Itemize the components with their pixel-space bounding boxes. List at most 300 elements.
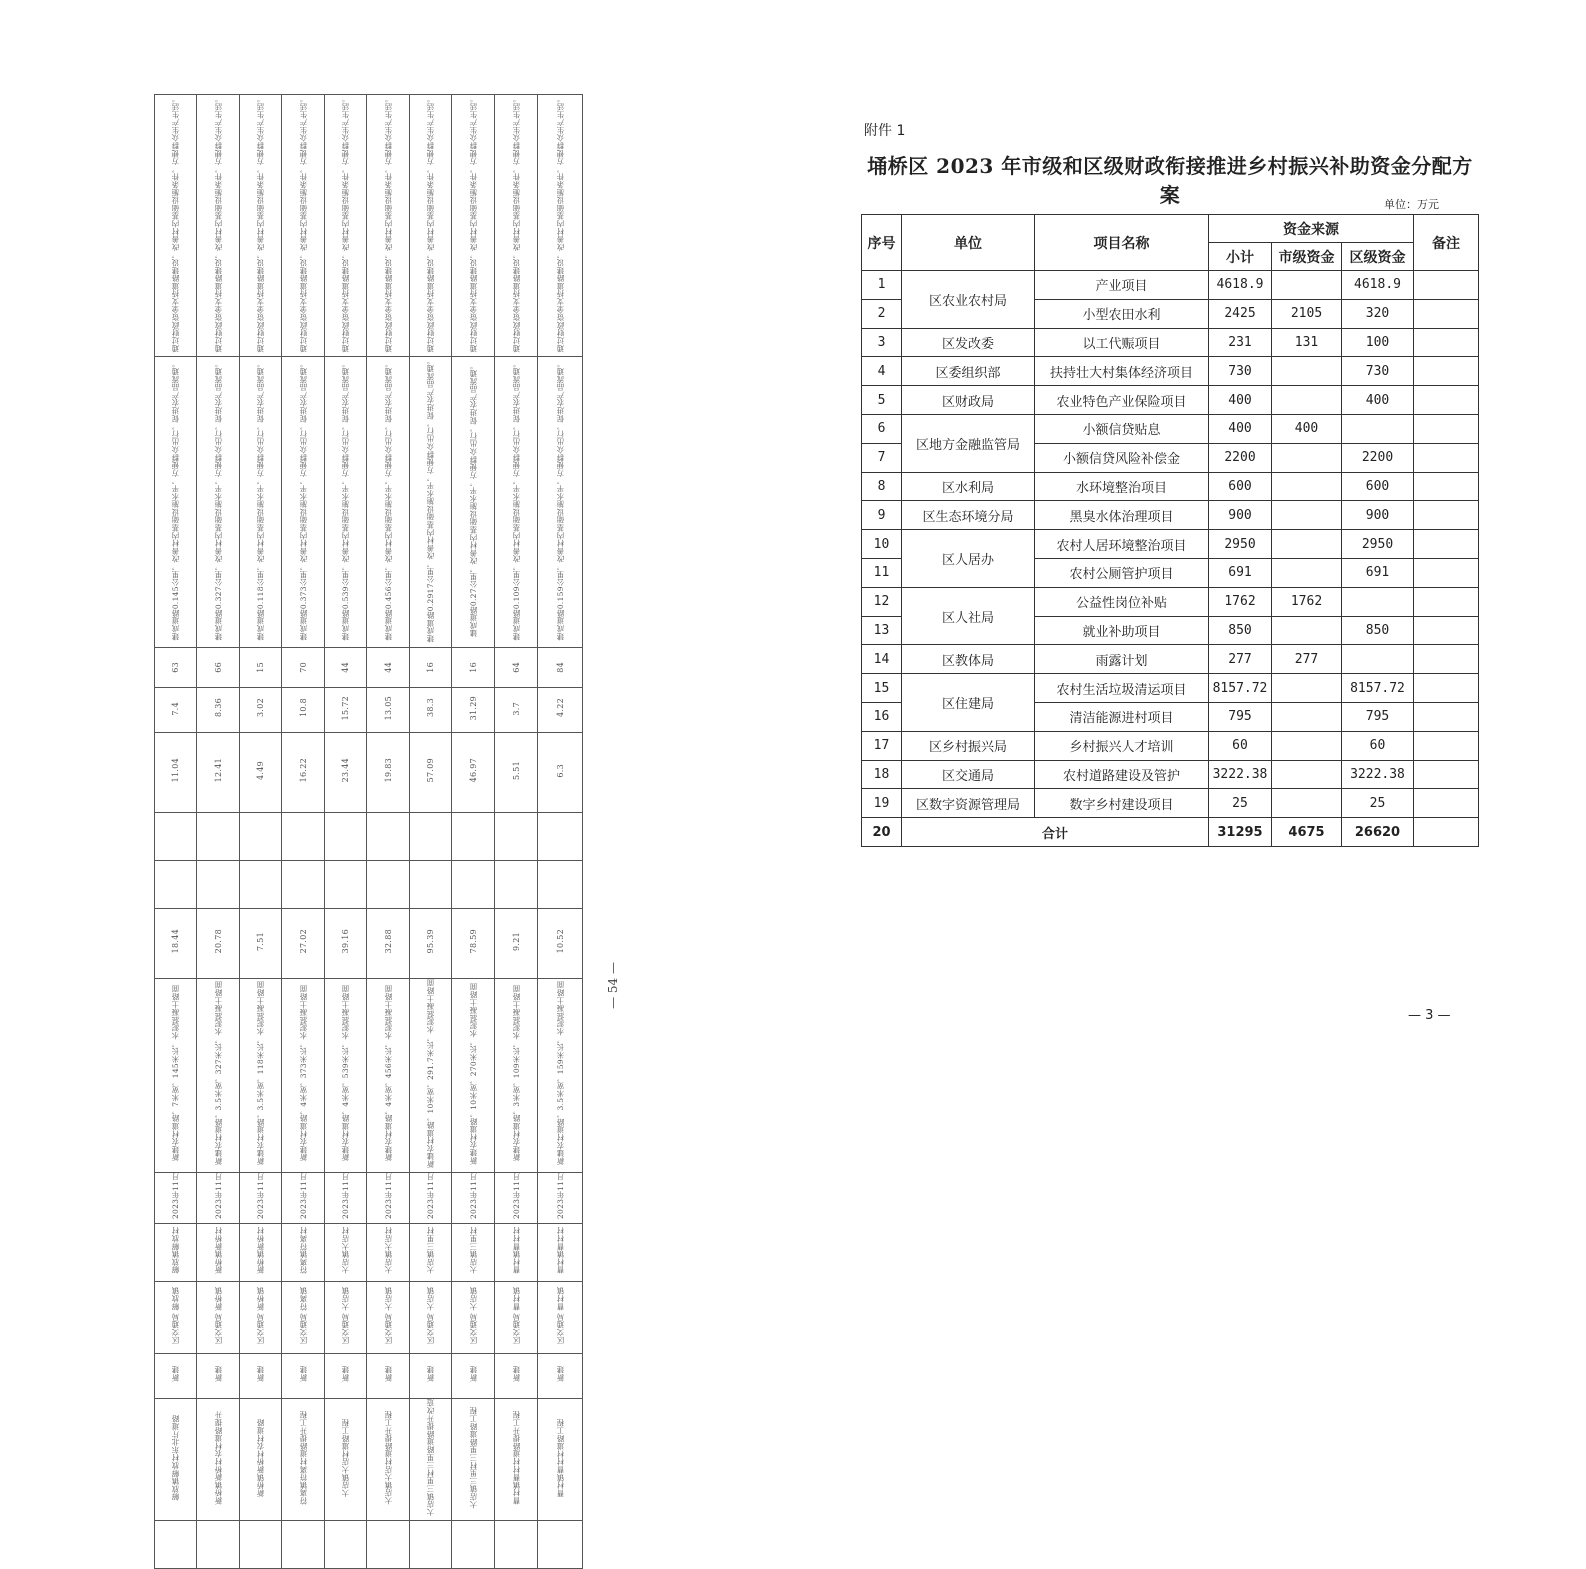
cell-benefit-people — [240, 687, 282, 732]
cell-mechanism-text: 通过财政资金支持道路建设，改善村内基础设施条件，方便群众生产生活。 — [298, 95, 308, 353]
cell-remark — [1414, 587, 1479, 616]
cell-unit: 区财政局 — [902, 386, 1035, 415]
cell-empty — [410, 860, 452, 908]
cell-empty — [367, 812, 410, 860]
table-row — [862, 472, 1479, 501]
cell-district-fund: 60 — [1342, 731, 1414, 760]
cell-dept — [538, 1282, 583, 1354]
total-row — [862, 818, 1479, 847]
cell-goal-text: 建成道路0.27公里，改善村内基础设施水平，方便群众出行，促进农产品流通。 — [468, 362, 478, 638]
table-row — [862, 386, 1479, 415]
cell-seq: 13 — [862, 616, 902, 645]
cell-village — [240, 1224, 282, 1282]
cell-seq: 12 — [862, 587, 902, 616]
cell-dept — [495, 1282, 538, 1354]
cell-subtotal: 4618.9 — [1209, 271, 1272, 300]
cell-mechanism-text: 通过财政资金支持道路建设，改善村内基础设施条件，方便群众生产生活。 — [341, 95, 350, 353]
cell-city-fund — [1272, 558, 1342, 587]
cell-period-text: 2023年11月 — [511, 1172, 521, 1220]
header-project: 项目名称 — [1035, 215, 1209, 271]
cell-goal-text: 建成道路0.2917公里，改善村内基础设施水平，方便群众出行，促进农产品流通。 — [426, 357, 435, 643]
cell-benefit-people-text: 3.02 — [256, 698, 265, 718]
left-table-row — [155, 732, 583, 812]
cell-district-fund: 2950 — [1342, 530, 1414, 559]
cell-dept — [367, 1282, 410, 1354]
cell-benefit-households-text: 6.3 — [555, 764, 565, 778]
cell-dept-text: 区交通局 大店镇 — [383, 1286, 393, 1345]
cell-project-name — [240, 1399, 282, 1521]
cell-district-fund: 2200 — [1342, 443, 1414, 472]
cell-project-name — [495, 1399, 538, 1521]
cell-district-fund: 4618.9 — [1342, 271, 1414, 300]
cell-type — [495, 1354, 538, 1399]
header-city-fund: 市级资金 — [1272, 243, 1342, 271]
cell-content — [155, 978, 197, 1172]
left-table-row — [155, 1354, 583, 1399]
cell-empty — [325, 1521, 367, 1569]
cell-content — [197, 978, 240, 1172]
cell-project-name-text: 新桥镇新桥村农村道路 — [256, 1418, 265, 1497]
header-seq: 序号 — [862, 215, 902, 271]
cell-empty — [538, 812, 583, 860]
cell-goal — [325, 357, 367, 647]
cell-subtotal: 60 — [1209, 731, 1272, 760]
left-table-row — [155, 860, 583, 908]
cell-content — [452, 978, 495, 1172]
cell-village — [410, 1224, 452, 1282]
cell-subtotal: 600 — [1209, 472, 1272, 501]
cell-remark — [1414, 443, 1479, 472]
cell-benefit-people-text: 3.7 — [511, 701, 521, 716]
cell-empty — [538, 1521, 583, 1569]
cell-dept — [197, 1282, 240, 1354]
cell-benefit-households-text: 46.97 — [468, 758, 478, 783]
cell-empty — [452, 860, 495, 908]
cell-village-text: 大店镇三里村 — [468, 1227, 478, 1274]
cell-goal — [410, 357, 452, 647]
cell-goal — [155, 357, 197, 647]
cell-poor-people-text: 16 — [468, 662, 478, 673]
cell-district-fund: 400 — [1342, 386, 1414, 415]
cell-period-text: 2023年11月 — [426, 1172, 435, 1220]
cell-dept — [325, 1282, 367, 1354]
cell-subtotal: 2425 — [1209, 299, 1272, 328]
cell-project: 数字乡村建设项目 — [1035, 789, 1209, 818]
cell-benefit-people — [155, 687, 197, 732]
cell-village-text: 解放镇解放村 — [171, 1227, 180, 1274]
cell-period — [197, 1172, 240, 1223]
cell-unit: 区交通局 — [902, 760, 1035, 789]
cell-unit: 区数字资源管理局 — [902, 789, 1035, 818]
left-table-row — [155, 357, 583, 647]
cell-project: 以工代赈项目 — [1035, 328, 1209, 357]
cell-period-text: 2023年11月 — [468, 1172, 478, 1220]
cell-city-fund — [1272, 443, 1342, 472]
cell-project: 小额信贷风险补偿金 — [1035, 443, 1209, 472]
cell-benefit-people-text: 4.22 — [555, 698, 565, 718]
cell-district-fund: 850 — [1342, 616, 1414, 645]
cell-seq: 18 — [862, 760, 902, 789]
cell-type — [240, 1354, 282, 1399]
cell-goal — [197, 357, 240, 647]
cell-investment-text: 9.21 — [511, 931, 521, 951]
cell-dept-text: 区交通局 新桥镇 — [213, 1286, 223, 1345]
cell-period — [282, 1172, 325, 1223]
cell-village-text: 大店镇三里村 — [426, 1227, 435, 1274]
cell-project-name — [452, 1399, 495, 1521]
cell-investment — [282, 908, 325, 978]
cell-investment — [367, 908, 410, 978]
cell-investment — [240, 908, 282, 978]
cell-period-text: 2023年11月 — [298, 1172, 308, 1220]
cell-project: 就业补助项目 — [1035, 616, 1209, 645]
total-district-fund: 26620 — [1342, 818, 1414, 847]
left-page-number: — 54 — — [606, 962, 620, 1009]
left-table-row — [155, 1521, 583, 1569]
cell-poor-people-text: 70 — [298, 662, 308, 673]
cell-benefit-households-text: 11.04 — [171, 758, 180, 783]
cell-village-text: 符离镇符离村 — [298, 1227, 308, 1274]
cell-benefit-households-text: 5.51 — [511, 760, 521, 780]
cell-empty — [282, 860, 325, 908]
cell-unit: 区住建局 — [902, 674, 1035, 732]
cell-village — [495, 1224, 538, 1282]
cell-poor-people-text: 84 — [555, 662, 565, 673]
cell-poor-people — [197, 647, 240, 687]
cell-content-text: 新建农村道路，10米宽，291.7米长，水泥混凝土路面 — [426, 978, 435, 1168]
cell-type — [282, 1354, 325, 1399]
table-row — [862, 530, 1479, 559]
table-row — [862, 645, 1479, 674]
cell-project-name-text: 符离镇符离村道路提升工程 — [298, 1410, 308, 1505]
cell-investment — [155, 908, 197, 978]
cell-project-name-text: 大店镇三里村三里路道路工程 — [468, 1406, 478, 1509]
cell-project: 扶持壮大村集体经济项目 — [1035, 357, 1209, 386]
cell-benefit-people — [410, 687, 452, 732]
cell-district-fund — [1342, 587, 1414, 616]
cell-dept — [452, 1282, 495, 1354]
cell-benefit-households — [410, 732, 452, 812]
cell-project: 水环境整治项目 — [1035, 472, 1209, 501]
cell-investment-text: 95.39 — [426, 929, 435, 954]
cell-period — [410, 1172, 452, 1223]
cell-city-fund — [1272, 501, 1342, 530]
cell-content-text: 新建农村道路，3.5米宽，159米长，水泥混凝土路面 — [555, 981, 565, 1166]
cell-city-fund — [1272, 271, 1342, 300]
cell-empty — [367, 860, 410, 908]
cell-goal-text: 建成道路0.145公里，改善村内基础设施水平，方便群众出行，促进农产品流通。 — [171, 359, 180, 641]
cell-content — [240, 978, 282, 1172]
cell-investment — [197, 908, 240, 978]
cell-poor-people — [240, 647, 282, 687]
cell-benefit-people — [452, 687, 495, 732]
left-table-row — [155, 95, 583, 357]
cell-village-text: 大店镇大店村 — [341, 1227, 350, 1274]
cell-seq: 16 — [862, 702, 902, 731]
cell-mechanism — [495, 95, 538, 357]
cell-period — [538, 1172, 583, 1223]
cell-seq: 17 — [862, 731, 902, 760]
cell-empty — [452, 1521, 495, 1569]
table-row — [862, 789, 1479, 818]
cell-project: 农村人居环境整治项目 — [1035, 530, 1209, 559]
cell-subtotal: 25 — [1209, 789, 1272, 818]
cell-content — [367, 978, 410, 1172]
cell-city-fund — [1272, 357, 1342, 386]
cell-type — [538, 1354, 583, 1399]
cell-unit: 区乡村振兴局 — [902, 731, 1035, 760]
cell-empty — [197, 860, 240, 908]
cell-benefit-people-text: 38.3 — [426, 698, 435, 718]
header-remark: 备注 — [1414, 215, 1479, 271]
cell-dept-text: 区交通局 曹村镇 — [555, 1286, 565, 1345]
cell-type-text: 新建 — [171, 1366, 180, 1382]
left-table-row — [155, 1399, 583, 1521]
cell-type-text: 新建 — [468, 1366, 478, 1382]
cell-goal-text: 建成道路0.327公里，改善村内基础设施水平，方便群众出行，促进农产品流通。 — [213, 359, 223, 641]
cell-poor-people — [410, 647, 452, 687]
cell-content-text: 新建农村道路，3米宽，109米长，水泥混凝土路面 — [511, 985, 521, 1162]
cell-unit: 区发改委 — [902, 328, 1035, 357]
cell-remark — [1414, 414, 1479, 443]
cell-content — [410, 978, 452, 1172]
table-row — [862, 587, 1479, 616]
cell-empty — [452, 812, 495, 860]
cell-goal — [240, 357, 282, 647]
cell-poor-people — [282, 647, 325, 687]
cell-benefit-households-text: 16.22 — [298, 758, 308, 783]
cell-city-fund — [1272, 702, 1342, 731]
cell-goal-text: 建成道路0.159公里，改善村内基础设施水平，方便群众出行，促进农产品流通。 — [555, 359, 565, 641]
cell-remark — [1414, 271, 1479, 300]
cell-poor-people — [495, 647, 538, 687]
cell-poor-people-text: 64 — [511, 662, 521, 673]
cell-city-fund — [1272, 530, 1342, 559]
cell-goal-text: 建成道路0.118公里，改善村内基础设施水平，方便群众出行，促进农产品流通。 — [256, 359, 265, 641]
cell-mechanism — [282, 95, 325, 357]
cell-type-text: 新建 — [298, 1366, 308, 1382]
cell-project-name — [367, 1399, 410, 1521]
cell-remark — [1414, 386, 1479, 415]
cell-subtotal: 2200 — [1209, 443, 1272, 472]
cell-dept-text: 区交通局 解放镇 — [171, 1286, 180, 1345]
cell-unit: 区教体局 — [902, 645, 1035, 674]
cell-subtotal: 795 — [1209, 702, 1272, 731]
cell-goal — [495, 357, 538, 647]
cell-project-name-text: 大店镇大店村道路工程 — [341, 1418, 350, 1497]
left-table-row — [155, 812, 583, 860]
cell-mechanism-text: 通过财政资金支持道路建设，改善村内基础设施条件，方便群众生产生活。 — [383, 95, 393, 353]
cell-poor-people — [538, 647, 583, 687]
cell-poor-people-text: 44 — [383, 662, 393, 673]
cell-type — [197, 1354, 240, 1399]
left-table-row — [155, 978, 583, 1172]
cell-benefit-people — [367, 687, 410, 732]
cell-village-text: 曹村镇曹村村 — [511, 1227, 521, 1274]
cell-poor-people-text: 15 — [256, 662, 265, 673]
cell-remark — [1414, 501, 1479, 530]
cell-seq: 3 — [862, 328, 902, 357]
cell-city-fund — [1272, 386, 1342, 415]
cell-project: 小额信贷贴息 — [1035, 414, 1209, 443]
cell-mechanism-text: 通过财政资金支持道路建设，改善村内基础设施条件，方便群众生产生活。 — [555, 95, 565, 353]
cell-city-fund: 1762 — [1272, 587, 1342, 616]
cell-project-name — [282, 1399, 325, 1521]
cell-project-name-text: 曹村镇曹村村道路提升工程 — [511, 1410, 521, 1505]
cell-subtotal: 8157.72 — [1209, 674, 1272, 703]
total-subtotal: 31295 — [1209, 818, 1272, 847]
cell-period-text: 2023年11月 — [213, 1172, 223, 1220]
cell-district-fund: 3222.38 — [1342, 760, 1414, 789]
cell-benefit-people-text: 10.8 — [298, 698, 308, 718]
cell-project: 公益性岗位补贴 — [1035, 587, 1209, 616]
cell-project-name-text: 大店镇大店村道路提升工程 — [383, 1410, 393, 1505]
left-table-row — [155, 1172, 583, 1223]
cell-remark — [1414, 328, 1479, 357]
cell-investment — [538, 908, 583, 978]
cell-empty — [538, 860, 583, 908]
cell-content-text: 新建农村道路，4米宽，456米长，水泥混凝土路面 — [383, 985, 393, 1162]
cell-content-text: 新建农村道路，3.5米宽，327米长，水泥混凝土路面 — [213, 981, 223, 1166]
cell-period-text: 2023年11月 — [341, 1172, 350, 1220]
cell-mechanism-text: 通过财政资金支持道路建设，改善村内基础设施条件，方便群众生产生活。 — [171, 95, 180, 353]
cell-district-fund: 8157.72 — [1342, 674, 1414, 703]
total-city-fund: 4675 — [1272, 818, 1342, 847]
table-row — [862, 674, 1479, 703]
table-row — [862, 501, 1479, 530]
cell-period-text: 2023年11月 — [555, 1172, 565, 1220]
cell-project-name-text: 大店镇三里村三里路道路提升改造 — [426, 1399, 435, 1517]
cell-project: 小型农田水利 — [1035, 299, 1209, 328]
cell-content-text: 新建农村道路，10米宽，270米长，水泥混凝土路面 — [468, 982, 478, 1165]
cell-village — [538, 1224, 583, 1282]
cell-district-fund: 25 — [1342, 789, 1414, 818]
cell-city-fund — [1272, 472, 1342, 501]
cell-period — [452, 1172, 495, 1223]
cell-type-text: 新建 — [383, 1366, 393, 1382]
cell-goal-text: 建成道路0.373公里，改善村内基础设施水平，方便群众出行，促进农产品流通。 — [298, 359, 308, 641]
cell-city-fund — [1272, 674, 1342, 703]
cell-goal — [538, 357, 583, 647]
cell-dept-text: 区交通局 大店镇 — [468, 1286, 478, 1345]
cell-empty — [240, 1521, 282, 1569]
cell-mechanism-text: 通过财政资金支持道路建设，改善村内基础设施条件，方便群众生产生活。 — [256, 95, 265, 353]
cell-benefit-people — [197, 687, 240, 732]
cell-benefit-people-text: 31.29 — [468, 695, 478, 721]
cell-empty — [367, 1521, 410, 1569]
table-row — [862, 271, 1479, 300]
cell-subtotal: 400 — [1209, 386, 1272, 415]
cell-unit: 区地方金融监管局 — [902, 414, 1035, 472]
cell-empty — [155, 1521, 197, 1569]
cell-benefit-households — [452, 732, 495, 812]
cell-city-fund — [1272, 760, 1342, 789]
cell-dept — [155, 1282, 197, 1354]
cell-remark — [1414, 760, 1479, 789]
cell-district-fund: 730 — [1342, 357, 1414, 386]
cell-type-text: 新建 — [511, 1366, 521, 1382]
cell-district-fund: 900 — [1342, 501, 1414, 530]
cell-city-fund: 277 — [1272, 645, 1342, 674]
cell-type — [452, 1354, 495, 1399]
attachment-label: 附件 1 — [864, 123, 906, 139]
cell-content — [282, 978, 325, 1172]
cell-dept-text: 区交通局 符离镇 — [298, 1286, 308, 1345]
cell-seq: 11 — [862, 558, 902, 587]
cell-content — [538, 978, 583, 1172]
cell-remark — [1414, 645, 1479, 674]
cell-empty — [282, 812, 325, 860]
cell-benefit-households-text: 23.44 — [341, 758, 350, 783]
cell-poor-people-text: 44 — [341, 662, 350, 673]
cell-remark — [1414, 674, 1479, 703]
cell-investment-text: 78.59 — [468, 929, 478, 954]
header-unit: 单位 — [902, 215, 1035, 271]
cell-period — [367, 1172, 410, 1223]
cell-empty — [325, 860, 367, 908]
cell-period — [325, 1172, 367, 1223]
cell-empty — [410, 812, 452, 860]
cell-unit: 区水利局 — [902, 472, 1035, 501]
cell-unit: 区人居办 — [902, 530, 1035, 588]
cell-unit: 区农业农村局 — [902, 271, 1035, 329]
cell-poor-people — [367, 647, 410, 687]
cell-village-text: 新桥镇新桥村 — [213, 1227, 223, 1274]
cell-content-text: 新建农村道路，7米宽，145米长，水泥混凝土路面 — [171, 985, 180, 1162]
cell-poor-people — [155, 647, 197, 687]
cell-district-fund: 320 — [1342, 299, 1414, 328]
cell-subtotal: 400 — [1209, 414, 1272, 443]
cell-empty — [495, 860, 538, 908]
total-seq: 20 — [862, 818, 902, 847]
cell-village-text: 大店镇大店村 — [383, 1227, 393, 1274]
cell-empty — [155, 860, 197, 908]
table-row — [862, 731, 1479, 760]
cell-empty — [155, 812, 197, 860]
cell-remark — [1414, 530, 1479, 559]
cell-village — [155, 1224, 197, 1282]
cell-project: 乡村振兴人才培训 — [1035, 731, 1209, 760]
cell-benefit-people — [495, 687, 538, 732]
cell-benefit-households-text: 12.41 — [213, 758, 223, 783]
cell-content — [325, 978, 367, 1172]
cell-project: 清洁能源进村项目 — [1035, 702, 1209, 731]
cell-seq: 6 — [862, 414, 902, 443]
cell-seq: 4 — [862, 357, 902, 386]
cell-benefit-households — [367, 732, 410, 812]
cell-dept-text: 区交通局 大店镇 — [341, 1286, 350, 1345]
cell-empty — [197, 1521, 240, 1569]
cell-village — [197, 1224, 240, 1282]
cell-period — [155, 1172, 197, 1223]
cell-project: 黑臭水体治理项目 — [1035, 501, 1209, 530]
cell-seq: 15 — [862, 674, 902, 703]
cell-investment — [410, 908, 452, 978]
left-table-row — [155, 908, 583, 978]
cell-benefit-households — [155, 732, 197, 812]
cell-content-text: 新建农村道路，4米宽，539米长，水泥混凝土路面 — [341, 985, 350, 1162]
cell-village-text: 曹村镇曹村村 — [555, 1227, 565, 1274]
cell-type — [367, 1354, 410, 1399]
cell-poor-people-text: 66 — [213, 662, 223, 673]
cell-mechanism-text: 通过财政资金支持道路建设，改善村内基础设施条件，方便群众生产生活。 — [468, 95, 478, 353]
cell-dept — [410, 1282, 452, 1354]
cell-remark — [1414, 299, 1479, 328]
cell-empty — [325, 812, 367, 860]
table-row — [862, 357, 1479, 386]
table-row — [862, 328, 1479, 357]
cell-unit: 区人社局 — [902, 587, 1035, 645]
